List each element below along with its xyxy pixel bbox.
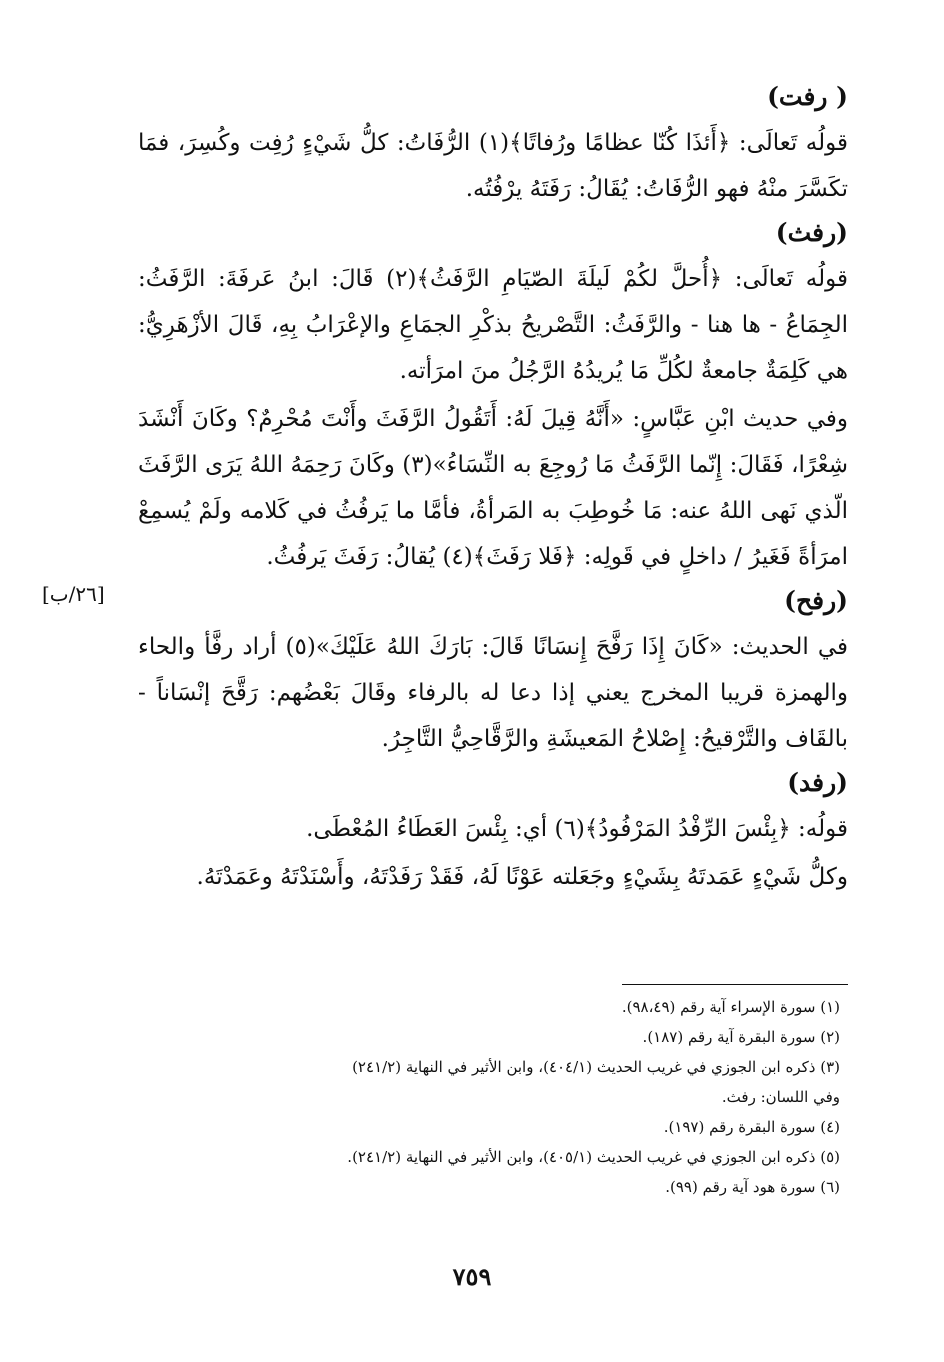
footnote: (٤) سورة البقرة رقم (١٩٧). — [663, 1118, 840, 1136]
footnotes — [150, 992, 840, 1202]
entry-paragraph: قولُه: ﴿بِئْسَ الرِّفْدُ المَرْفُودُ﴾(٦) أي: بِئْسَ العَطَاءُ المُعْطَى. — [306, 816, 848, 842]
footnote-separator — [622, 984, 848, 985]
entry-paragraph: وفي حديث ابْنِ عَبَّاسٍ: «أَنَّهُ قِيلَ لَهُ: أَتَقُولُ الرَّفَثَ وأَنْتَ مُحْرِمٌ؟ وكَانَ أَنْشَدَ شِعْرًا، فَقَالَ: إِنّما الرَّفَثُ مَا رُوجِعَ به النِّسَاءُ»(٣) وكَانَ رَحِمَهُ اللهُ يَرَى الرَّفَثَ الّذي نَهى اللهُ عنه: مَا خُوطِبَ به المَرأةُ، فأمَّا ما يَرفُثُ في كَلامه ولَمْ يُسمِعْ امرَأةً فَغَيرُ / داخلٍ في قَولِه: ﴿فَلا رَفَثَ﴾(٤) يُقالُ: رَفَثَ يَرفُثُ. — [138, 406, 848, 570]
footnote: (١) سورة الإسراء آية رقم (٩٨،٤٩). — [621, 998, 840, 1016]
entry-heading: (رفث) — [775, 218, 848, 247]
manuscript-folio-note: [٢٦/ب] — [42, 582, 105, 606]
entry-heading: ( رفت) — [767, 82, 848, 111]
footnote: (٥) ذكره ابن الجوزي في غريب الحديث (٤٠٥/١)، وابن الأثير في النهاية (٢٤١/٢). — [347, 1148, 840, 1166]
entry-paragraph: وكلُّ شَيْءٍ عَمَدتَهُ بِشَيْءٍ وجَعَلته عَوْنًا لَهُ، فَقَدْ رَفَدْتَهُ، وأَسْنَدْتَهُ وعَمَدْتَهُ. — [196, 864, 848, 890]
entry-paragraph: قولُه تَعالَى: ﴿أُحلَّ لكُمْ لَيلَةَ الصّيَامِ الرَّفَثُ﴾(٢) قَالَ: ابنُ عَرفَةَ: الرَّفَثُ: الجِمَاعُ - ها هنا - والرَّفَثُ: التَّصْريحُ بذكْرِ الجمَاعِ والإعْرَابُ بِهِ، قَالَ الأزْهَرِيُّ: هي كَلِمَةٌ جامعةٌ لكُلِّ مَا يُريدُهُ الرَّجُلُ منَ امرَأته. — [138, 266, 848, 384]
entry-paragraph: في الحديث: «كَانَ إِذَا رَفَّحَ إِنسَانًا قَالَ: بَارَكَ اللهُ عَلَيْكَ»(٥) أراد رفَّأ والحاء والهمزة قريبا المخرج يعني إذا دعا له بالرفاء وقَالَ بَعْضُهم: رَقَّحَ إنْسَاناً - بالقَاف والتَّرْقيحُ: إِصْلاحُ المَعيشَةِ والرَّقَّاحِيُّ التَّاجِرُ. — [138, 634, 848, 752]
footnote: (٢) سورة البقرة آية رقم (١٨٧). — [642, 1028, 840, 1046]
page-number: ٧٥٩ — [452, 1262, 492, 1291]
entry-heading: (رفح) — [784, 586, 848, 615]
footnote-continuation: وفي اللسان: رفث. — [721, 1088, 840, 1106]
footnote: (٣) ذكره ابن الجوزي في غريب الحديث (٤٠٤/١)، وابن الأثير في النهاية (٢٤١/٢) — [352, 1058, 840, 1076]
page-body — [138, 78, 848, 900]
entry-paragraph: قولُه تَعالَى: ﴿أَئذَا كُنّا عظامًا ورُفاتًا﴾(١) الرُّفَاتُ: كلُّ شَيْءٍ رُفِت وكُسِرَ، فمَا تكَسَّرَ منْهُ فهو الرُّفَاتُ: يُقَالُ: رَفَتَهُ يرْفُتُه. — [138, 130, 848, 202]
entry-heading: (رفد) — [787, 768, 848, 797]
footnote: (٦) سورة هود آية رقم (٩٩). — [665, 1178, 840, 1196]
